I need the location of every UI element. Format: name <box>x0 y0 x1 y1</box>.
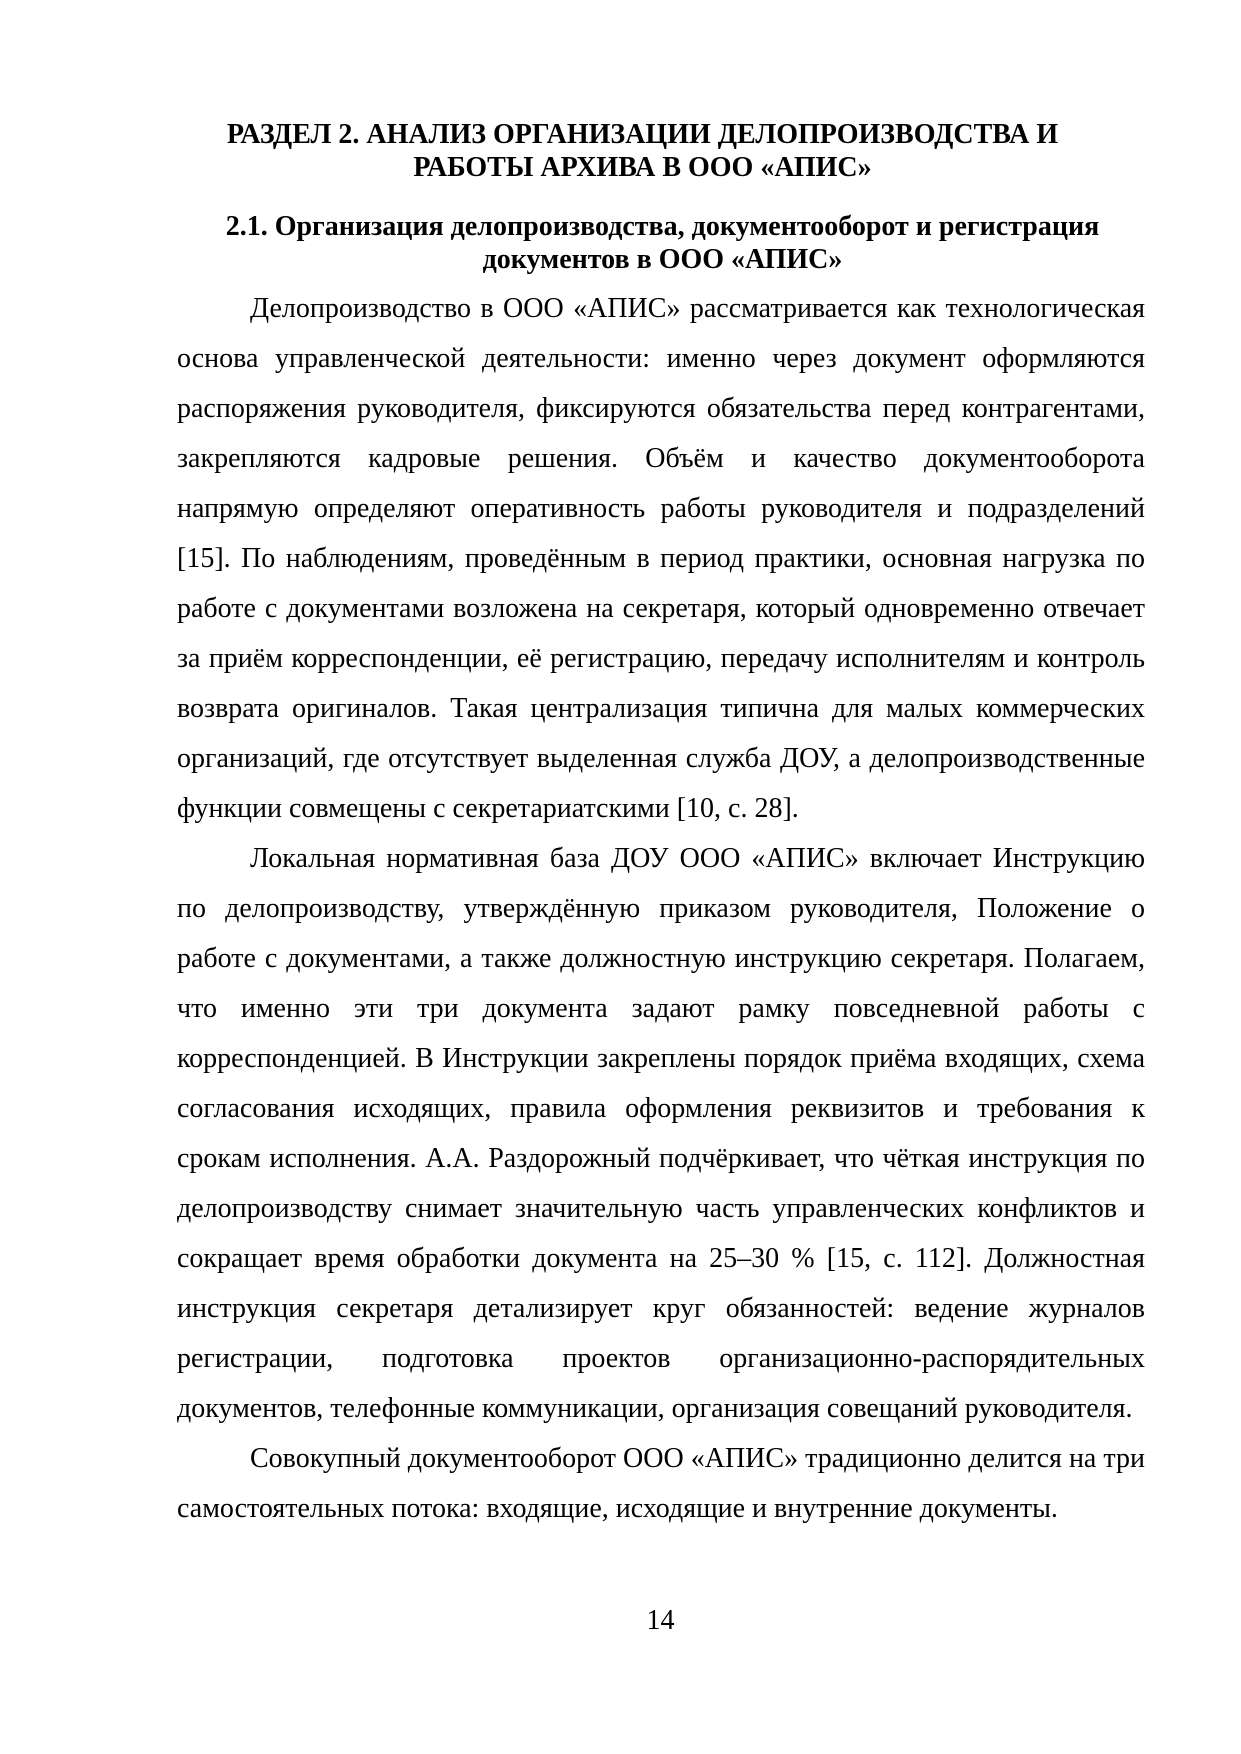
page-number: 14 <box>646 1605 675 1636</box>
subsection-title <box>180 210 1145 276</box>
paragraph: Локальная нормативная база ДОУ ООО «АПИС» включает Инструкцию по делопроизводству, утверждённую приказом руководителя, Положение о работе с документами, а также должностную инструкцию секретаря. Полагаем, что именно эти три документа задают рамку повседневной работы с корреспонденцией. В Инструкции закреплены порядок приёма входящих, схема согласования исходящих, правила оформления реквизитов и требования к срокам исполнения. А.А. Раздорожный подчёркивает, что чёткая инструкция по делопроизводству снимает значительную часть управленческих конфликтов и сокращает время обработки документа на 25–30 % [15, с. 112]. Должностная инструкция секретаря детализирует круг обязанностей: ведение журналов регистрации, подготовка проектов организационно-распорядительных документов, телефонные коммуникации, организация совещаний руководителя. <box>177 843 1145 1424</box>
section-title <box>160 118 1125 184</box>
subsection-title-line-2: документов в ООО «АПИС» <box>482 244 843 275</box>
subsection-title-line-1: 2.1. Организация делопроизводства, документооборот и регистрация <box>225 211 1100 242</box>
paragraph: Совокупный документооборот ООО «АПИС» традиционно делится на три самостоятельных потока: входящие, исходящие и внутренние документы. <box>177 1443 1145 1524</box>
paragraph: Делопроизводство в ООО «АПИС» рассматривается как технологическая основа управленческой деятельности: именно через документ оформляются распоряжения руководителя, фиксируются обязательства перед контрагентами, закрепляются кадровые решения. Объём и качество документооборота напрямую определяют оперативность работы руководителя и подразделений [15]. По наблюдениям, проведённым в период практики, основная нагрузка по работе с документами возложена на секретаря, который одновременно отвечает за приём корреспонденции, её регистрацию, передачу исполнителям и контроль возврата оригиналов. Такая централизация типична для малых коммерческих организаций, где отсутствует выделенная служба ДОУ, а делопроизводственные функции совмещены с секретариатскими [10, с. 28]. <box>177 293 1145 824</box>
section-title-line-2: РАБОТЫ АРХИВА В ООО «АПИС» <box>413 152 872 183</box>
section-title-line-1: РАЗДЕЛ 2. АНАЛИЗ ОРГАНИЗАЦИИ ДЕЛОПРОИЗВОДСТВА И <box>226 119 1059 150</box>
body-text <box>177 284 1145 1534</box>
